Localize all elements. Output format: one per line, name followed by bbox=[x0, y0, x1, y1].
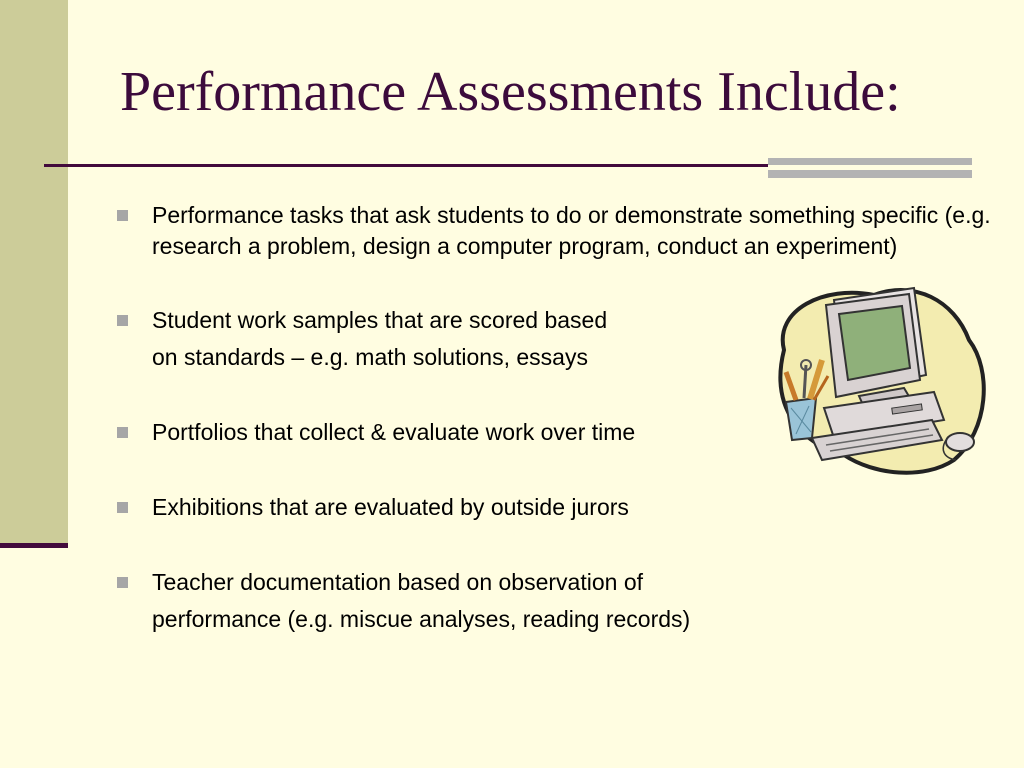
title-rule bbox=[44, 164, 768, 167]
bullet-item bbox=[115, 567, 995, 635]
bullet-marker-icon bbox=[117, 210, 128, 221]
bullet-text: Performance tasks that ask students to do or demonstrate something specific (e.g. research a problem, design a computer program, conduct an experiment) bbox=[152, 202, 991, 259]
bullet-text-line2: performance (e.g. miscue analyses, reading records) bbox=[152, 606, 691, 632]
title-rule-accent-top bbox=[768, 158, 972, 165]
bullet-item bbox=[115, 200, 995, 262]
bullet-marker-icon bbox=[117, 577, 128, 588]
bullet-marker-icon bbox=[117, 502, 128, 513]
left-accent-underline bbox=[0, 543, 68, 548]
bullet-marker-icon bbox=[117, 315, 128, 326]
computer-clipart-icon bbox=[764, 280, 992, 480]
bullet-marker-icon bbox=[117, 427, 128, 438]
bullet-text: Portfolios that collect & evaluate work over time bbox=[152, 419, 636, 445]
bullet-text-line1: Student work samples that are scored based bbox=[152, 307, 608, 333]
left-accent-bar bbox=[0, 0, 68, 546]
bullet-text: Exhibitions that are evaluated by outside jurors bbox=[152, 494, 629, 520]
bullet-text-line1: Teacher documentation based on observation of bbox=[152, 569, 643, 595]
bullet-text-line2: on standards – e.g. math solutions, essays bbox=[152, 344, 588, 370]
title-rule-accent-bottom bbox=[768, 170, 972, 178]
slide-title: Performance Assessments Include: bbox=[120, 61, 901, 123]
bullet-item bbox=[115, 492, 995, 523]
